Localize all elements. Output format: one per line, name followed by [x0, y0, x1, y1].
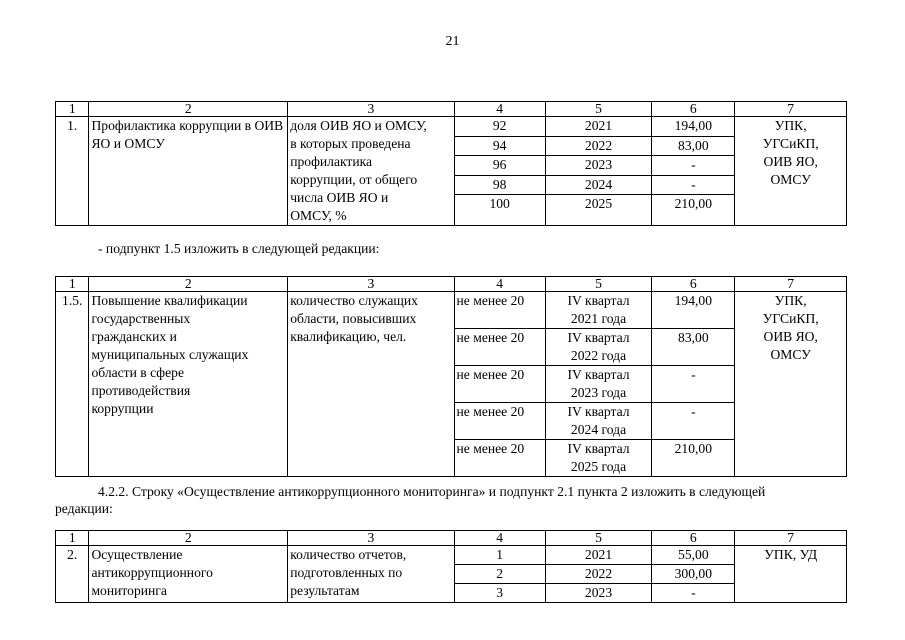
item-name [89, 292, 288, 477]
period-quarter: IV квартал [567, 367, 630, 382]
value-cell: не менее 20 [454, 329, 545, 366]
executor-line: УГСиКП, [762, 136, 819, 151]
period-quarter: IV квартал [567, 404, 630, 419]
header-cell: 1 [56, 277, 89, 292]
table-row [56, 117, 847, 137]
indicator-line: профилактика [290, 154, 373, 169]
value-cell: не менее 20 [454, 366, 545, 403]
amount-cell: 210,00 [652, 440, 735, 477]
value-cell: 2 [454, 565, 545, 584]
item-name [89, 546, 288, 603]
indicator-line: доля ОИВ ЯО и ОМСУ, [290, 118, 427, 133]
item-number: 1. [56, 117, 89, 226]
indicator-line: в которых проведена [290, 136, 411, 151]
page-number: 21 [445, 34, 460, 49]
header-cell: 4 [454, 277, 545, 292]
table-1 [55, 101, 847, 226]
indicator-line: квалификацию, чел. [290, 329, 407, 344]
value-cell: 1 [454, 546, 545, 565]
header-cell: 2 [89, 102, 288, 117]
executor-line: ОИВ ЯО, [763, 329, 818, 344]
value-cell: не менее 20 [454, 403, 545, 440]
period-year: 2023 года [570, 385, 627, 400]
period-year: 2021 года [570, 311, 627, 326]
executor-line: ОМСУ [770, 172, 811, 187]
header-cell: 1 [56, 531, 89, 546]
table-2 [55, 276, 847, 477]
indicator-line: подготовленных по [290, 565, 403, 580]
name-line: Повышение квалификации [91, 293, 248, 308]
executors-cell: УПК, УД [735, 546, 847, 603]
amount-cell: 55,00 [652, 546, 735, 565]
value-cell: 94 [454, 136, 545, 156]
header-cell: 3 [288, 102, 454, 117]
table-3 [55, 530, 847, 603]
value-cell: 96 [454, 156, 545, 176]
header-cell: 7 [735, 531, 847, 546]
amount-cell: - [652, 175, 735, 195]
table-row [56, 292, 847, 329]
period-cell [545, 329, 651, 366]
executor-line: УПК, [774, 118, 807, 133]
table-row [56, 546, 847, 565]
executors-cell [735, 292, 847, 477]
value-cell: 98 [454, 175, 545, 195]
header-cell: 6 [652, 277, 735, 292]
year-cell: 2021 [545, 117, 651, 137]
name-line: области в сфере [91, 365, 184, 380]
indicator-line: числа ОИВ ЯО и [290, 190, 389, 205]
item-number: 2. [56, 546, 89, 603]
header-cell: 2 [89, 531, 288, 546]
period-quarter: IV квартал [567, 441, 630, 456]
table-header-row [56, 102, 847, 117]
executor-line: ОМСУ [770, 347, 811, 362]
amount-cell: 300,00 [652, 565, 735, 584]
indicator-cell [288, 546, 454, 603]
header-cell: 5 [545, 102, 651, 117]
item-number: 1.5. [56, 292, 89, 477]
period-quarter: IV квартал [567, 330, 630, 345]
amount-cell: - [652, 156, 735, 176]
executor-line: УПК, [774, 293, 807, 308]
year-cell: 2022 [545, 565, 651, 584]
header-cell: 6 [652, 531, 735, 546]
paragraph-line-2: редакции: [55, 501, 113, 516]
header-cell: 7 [735, 102, 847, 117]
amount-cell: - [652, 403, 735, 440]
header-cell: 1 [56, 102, 89, 117]
indicator-line: коррупции, от общего [290, 172, 418, 187]
value-cell: не менее 20 [454, 292, 545, 329]
period-year: 2022 года [570, 348, 627, 363]
header-cell: 5 [545, 531, 651, 546]
value-cell: 92 [454, 117, 545, 137]
indicator-line: количество служащих [290, 293, 418, 308]
amount-cell: 83,00 [652, 329, 735, 366]
header-cell: 7 [735, 277, 847, 292]
value-cell: 100 [454, 195, 545, 226]
header-cell: 2 [89, 277, 288, 292]
value-cell: не менее 20 [454, 440, 545, 477]
year-cell: 2022 [545, 136, 651, 156]
amount-cell: 194,00 [652, 117, 735, 137]
table-header-row [56, 531, 847, 546]
indicator-line: результатам [290, 583, 360, 598]
name-line: гражданских и [91, 329, 177, 344]
period-quarter: IV квартал [567, 293, 630, 308]
indicator-cell [288, 292, 454, 477]
period-year: 2024 года [570, 422, 627, 437]
executor-line: УГСиКП, [762, 311, 819, 326]
amount-cell: - [652, 366, 735, 403]
period-cell [545, 440, 651, 477]
item-name: Профилактика коррупции в ОИВ ЯО и ОМСУ [89, 117, 288, 226]
header-cell: 5 [545, 277, 651, 292]
amount-cell: 83,00 [652, 136, 735, 156]
header-cell: 3 [288, 531, 454, 546]
name-line: муниципальных служащих [91, 347, 249, 362]
year-cell: 2023 [545, 156, 651, 176]
header-cell: 4 [454, 531, 545, 546]
indicator-line: ОМСУ, % [290, 208, 347, 223]
year-cell: 2023 [545, 584, 651, 603]
executor-line: ОИВ ЯО, [763, 154, 818, 169]
name-line: Осуществление [91, 547, 183, 562]
period-cell [545, 403, 651, 440]
period-year: 2025 года [570, 459, 627, 474]
amount-cell: 210,00 [652, 195, 735, 226]
indicator-line: количество отчетов, [290, 547, 407, 562]
value-cell: 3 [454, 584, 545, 603]
indicator-line: области, повысивших [290, 311, 417, 326]
name-line: коррупции [91, 401, 154, 416]
paragraph-line-1: 4.2.2. Строку «Осуществление антикоррупционного мониторинга» и подпункт 2.1 пункта 2 изложить в следующей [98, 484, 766, 499]
year-cell: 2024 [545, 175, 651, 195]
table-header-row [56, 277, 847, 292]
indicator-cell [288, 117, 454, 226]
period-cell [545, 292, 651, 329]
year-cell: 2021 [545, 546, 651, 565]
header-cell: 6 [652, 102, 735, 117]
executors-cell [735, 117, 847, 226]
name-line: противодействия [91, 383, 191, 398]
amount-cell: 194,00 [652, 292, 735, 329]
amount-cell: - [652, 584, 735, 603]
name-line: государственных [91, 311, 191, 326]
header-cell: 4 [454, 102, 545, 117]
name-line: антикоррупционного [91, 565, 213, 580]
name-line: мониторинга [91, 583, 167, 598]
header-cell: 3 [288, 277, 454, 292]
paragraph-subitem: - подпункт 1.5 изложить в следующей редакции: [98, 241, 380, 256]
period-cell [545, 366, 651, 403]
year-cell: 2025 [545, 195, 651, 226]
